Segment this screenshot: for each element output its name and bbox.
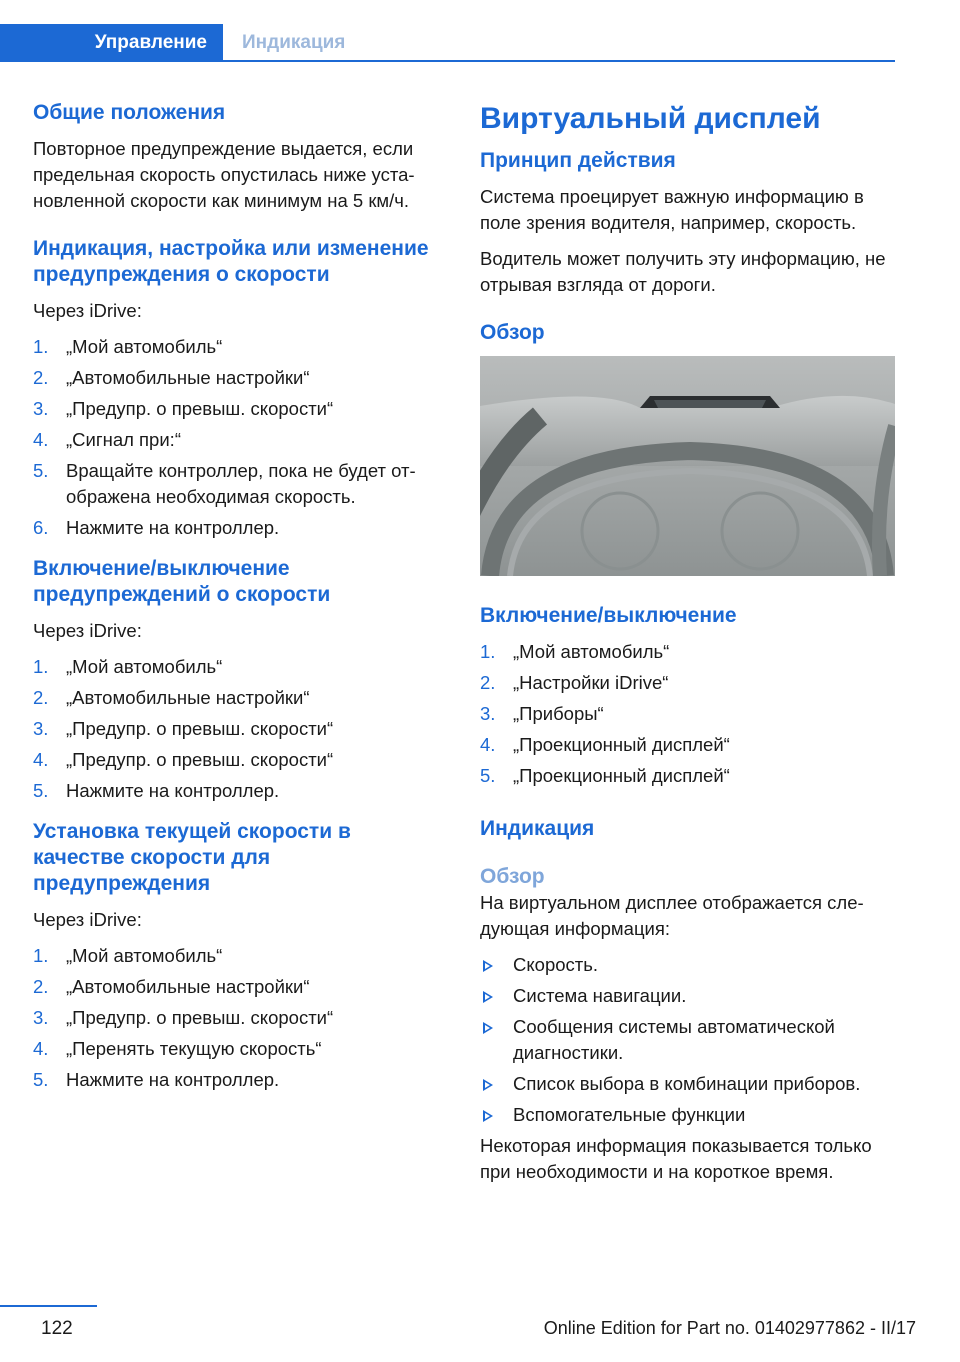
on-off-intro: Через iDrive: (33, 620, 142, 641)
list-item: 3. „Предупр. о превыш. скорости“ (33, 718, 334, 739)
list-item: Система навигации. (480, 983, 896, 1009)
current-speed-steps (33, 943, 445, 1093)
triangle-bullet-icon (483, 1022, 493, 1034)
current-speed-intro: Через iDrive: (33, 909, 142, 930)
edition-note: Online Edition for Part no. 01402977862 - II/17 (543, 1318, 916, 1338)
list-item: 2. „Настройки iDrive“ (480, 672, 669, 693)
list-item: 1. „Мой автомобиль“ (33, 656, 223, 677)
list-item: 2. „Автомобильные настройки“ (33, 367, 310, 388)
principle-text-2: Водитель может получить эту информацию, не отрывая взгляда от дороги. (480, 248, 886, 295)
list-item: 3. „Предупр. о превыш. скорости“ (33, 1007, 334, 1028)
general-text: Повторное предупреждение выдается, если предельная скорость опустилась ниже установленной скорости как минимум на 5 км/ч. (33, 138, 415, 211)
list-item: Сообщения системы автоматической диагностики. (480, 1014, 896, 1066)
display-bullets (480, 952, 896, 1128)
principle-title: Принцип действия (480, 149, 676, 172)
footer-rule (0, 1305, 97, 1307)
list-item: 4. „Предупр. о превыш. скорости“ (33, 749, 334, 770)
display-title: Индикация (480, 817, 595, 840)
display-settings-steps (33, 334, 445, 541)
list-item: 3. „Приборы“ (480, 703, 604, 724)
list-item: 5. Вращайте контроллер, пока не будет отображена необходимая скорость. (33, 460, 416, 507)
general-title: Общие положения (33, 101, 226, 124)
on-off-title: Включение/выключение предупреждений о скорости (33, 557, 331, 606)
tab-upravlenie[interactable]: Управление (0, 24, 223, 61)
list-item: 2. „Автомобильные настройки“ (33, 976, 310, 997)
left-column (33, 100, 445, 1098)
on-off-right-title: Включение/выключение (480, 604, 737, 627)
list-item: 3. „Предупр. о превыш. скорости“ (33, 398, 334, 419)
display-settings-intro: Через iDrive: (33, 300, 142, 321)
triangle-bullet-icon (483, 1110, 493, 1122)
page-title: Виртуальный дисплей (480, 102, 821, 135)
list-item: 1. „Мой автомобиль“ (33, 945, 223, 966)
triangle-bullet-icon (483, 960, 493, 972)
display-intro: На виртуальном дисплее отображается следующая информация: (480, 892, 864, 939)
list-item: Список выбора в комбинации приборов. (480, 1071, 896, 1097)
display-settings-title: Индикация, настройка или изменение предупреждения о скорости (33, 237, 429, 286)
display-overview-title: Обзор (480, 865, 545, 888)
dashboard-photo (480, 356, 895, 576)
on-off-steps (33, 654, 445, 804)
list-item: Скорость. (480, 952, 896, 978)
right-column (480, 100, 896, 1185)
overview-title: Обзор (480, 321, 545, 344)
triangle-bullet-icon (483, 1079, 493, 1091)
list-item: Вспомогательные функции (480, 1102, 896, 1128)
display-outro: Некоторая информация показывается только при необходимости и на короткое время. (480, 1135, 872, 1182)
page-number: 122 (41, 1318, 73, 1339)
list-item: 5. „Проекционный дисплей“ (480, 765, 730, 786)
on-off-right-steps (480, 639, 896, 789)
principle-text-1: Система проецирует важную информацию в поле зрения водителя, например, скорость. (480, 186, 864, 233)
list-item: 5. Нажмите на контроллер. (33, 1069, 280, 1090)
header-rule (0, 60, 895, 62)
list-item: 1. „Мой автомобиль“ (33, 336, 223, 357)
list-item: 4. „Проекционный дисплей“ (480, 734, 730, 755)
tab-indikatsiya[interactable]: Индикация (242, 32, 346, 53)
list-item: 2. „Автомобильные настройки“ (33, 687, 310, 708)
list-item: 1. „Мой автомобиль“ (480, 641, 670, 662)
list-item: 5. Нажмите на контроллер. (33, 780, 280, 801)
list-item: 4. „Сигнал при:“ (33, 429, 181, 450)
list-item: 6. Нажмите на контроллер. (33, 517, 280, 538)
list-item: 4. „Перенять текущую скорость“ (33, 1038, 322, 1059)
chapter-header (0, 0, 895, 62)
current-speed-title: Установка текущей скорости в качестве скорости для предупреждения (33, 820, 351, 895)
triangle-bullet-icon (483, 991, 493, 1003)
